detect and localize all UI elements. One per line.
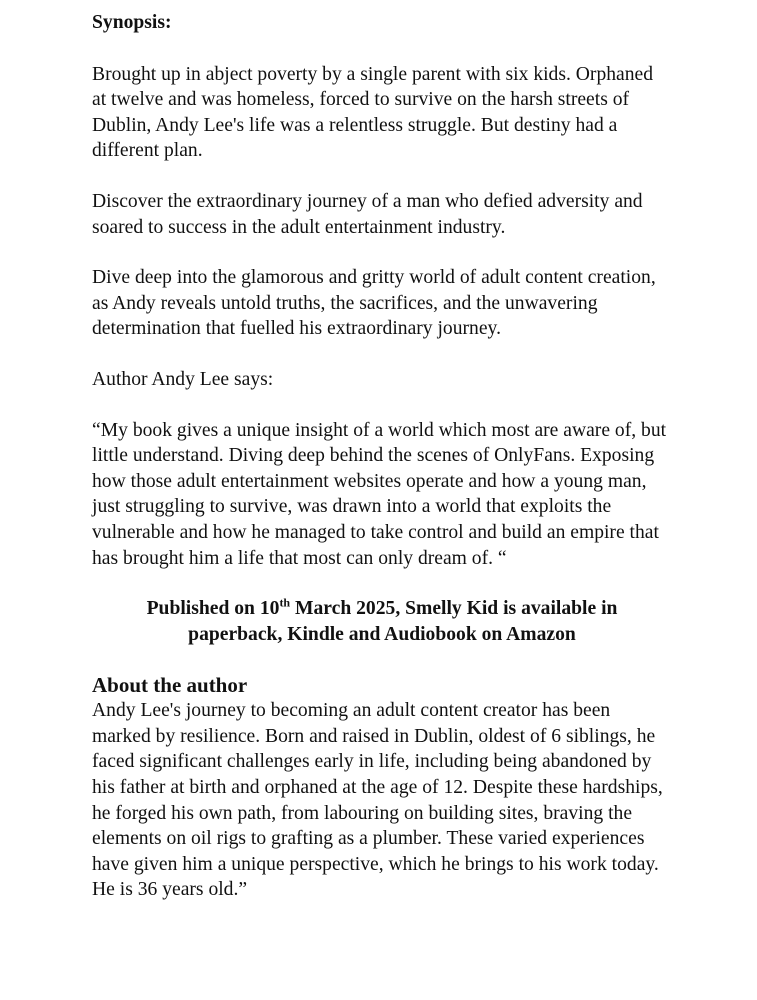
publication-date-prefix: Published on 10 [146,598,280,620]
about-author-body: Andy Lee's journey to becoming an adult content creator has been marked by resilience. Born and raised in Dublin, oldest of 6 siblings, he faced significant challenges early in life, including being abandoned by his father at birth and orphaned at the age of 12. Despite these hardships, he forged his own path, from labouring on building sites, braving the elements on oil rigs to grafting as a plumber. These varied experiences have given him a unique perspective, which he brings to his work today. He is 36 years old.” [92,700,663,901]
publication-line-2: paperback, Kindle and Audiobook on Amazon [188,623,576,645]
synopsis-paragraph-2: Discover the extraordinary journey of a man who defied adversity and soared to success in the adult entertainment industry. [92,190,643,238]
author-quote: “My book gives a unique insight of a world which most are aware of, but little understand. Diving deep behind the scenes of OnlyFans. Exposing how those adult entertainment websites operate and how a young man, just struggling to survive, was drawn into a world that exploits the vulnerable and how he managed to take control and build an empire that has brought him a life that most can only dream of. “ [92,419,667,569]
synopsis-paragraph-1: Brought up in abject poverty by a single parent with six kids. Orphaned at twelve and was homeless, forced to survive on the harsh streets of Dublin, Andy Lee's life was a relentless struggle. But destiny had a different plan. [92,63,654,162]
about-author-heading: About the author [92,673,248,698]
document-page [92,10,672,903]
author-says-line: Author Andy Lee says: [92,368,274,390]
publication-line-1-rest: March 2025, Smelly Kid is available in [290,598,618,620]
publication-notice [92,596,672,647]
publication-ordinal-suffix: th [279,595,291,610]
synopsis-paragraph-3: Dive deep into the glamorous and gritty world of adult content creation, as Andy reveals untold truths, the sacrifices, and the unwavering determination that fuelled his extraordinary journey. [92,267,656,340]
synopsis-heading: Synopsis: [92,12,172,33]
